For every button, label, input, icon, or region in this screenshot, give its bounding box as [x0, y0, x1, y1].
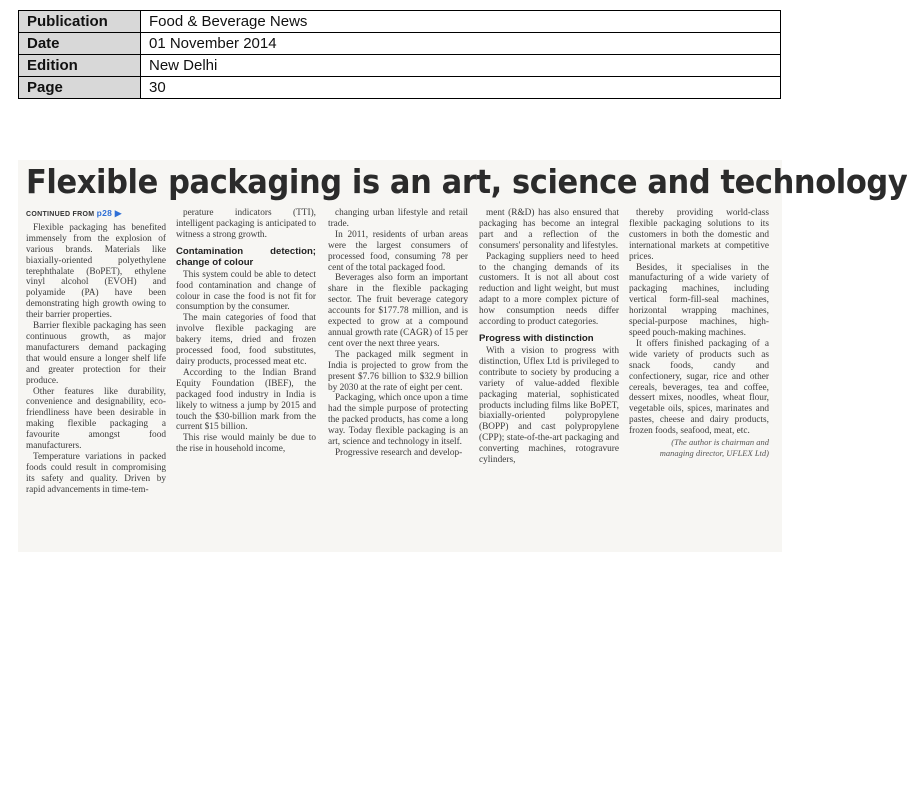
metadata-value: 01 November 2014	[141, 33, 781, 55]
article-paragraph: Other features like durability, convenience and designability, eco-friendliness have been desirable in making flexible packaging a favourite amongst food manufacturers.	[26, 386, 166, 452]
metadata-key: Edition	[19, 55, 141, 77]
article-paragraph: ment (R&D) has also ensured that packaging has become an integral part and a reflection of the consumers' personality and lifestyles.	[479, 208, 619, 251]
article-paragraph: thereby providing world-class flexible packaging solutions to its customers in both the domestic and international markets at competitive prices.	[629, 208, 769, 262]
article-paragraph: This system could be able to detect food contamination and change of colour in case the food is not fit for consumption by the consumer.	[176, 269, 316, 313]
article-paragraph: In 2011, residents of urban areas were the largest consumers of processed food, consuming 78 per cent of the total packaged food.	[328, 229, 468, 273]
article-paragraph: This rise would mainly be due to the rise in household income,	[176, 433, 316, 455]
article-paragraph: According to the Indian Brand Equity Foundation (IBEF), the packaged food industry in India is likely to witness a jump by 2015 and touch the $30-billion mark from the current $15 billion.	[176, 367, 316, 433]
newspaper-clipping	[18, 160, 907, 552]
metadata-row	[19, 55, 781, 77]
continued-label-text: CONTINUED FROM	[26, 211, 95, 218]
article-body	[26, 208, 776, 548]
article-paragraph: Beverages also form an important share in the flexible packaging sector. The fruit beverage category accounts for $177.78 million, and is expected to grow at a compound annual growth rate (CAGR) of 15 per cent over the next three years.	[328, 273, 468, 349]
article-paragraph: Flexible packaging has benefited immensely from the explosion of various brands. Materials like biaxially-oriented polyethylene terephthalate (BoPET), ethylene vinyl alcohol (EVOH) and polyamide (PA) have been demonstrating high growth owing to their barrier properties.	[26, 222, 166, 321]
arrow-right-icon: ▶	[112, 208, 122, 218]
article-headline: Flexible packaging is an art, science and technology	[26, 164, 907, 202]
metadata-value: 30	[141, 77, 781, 99]
article-paragraph: Packaging, which once upon a time had the simple purpose of protecting the packed products, has come a long way. Today flexible packaging is an art, science and technology in itself.	[328, 393, 468, 448]
continued-page-ref: p28	[96, 208, 113, 218]
metadata-row	[19, 33, 781, 55]
article-paragraph: changing urban lifestyle and retail trade.	[328, 208, 468, 229]
section-subheading: Contamination detection; change of colour	[176, 245, 316, 268]
article-paragraph: Besides, it specialises in the manufacturing of a wide variety of packaging machines, including vertical form-fill-seal machines, horizontal wrapping machines, special-purpose machines, high-speed pouch-making machines.	[629, 262, 769, 338]
article-paragraph: With a vision to progress with distinction, Uflex Ltd is privileged to contribute to society by producing a variety of value-added flexible packaging material, sophisticated products including films like BoPET, biaxially-oriented polypropylene (BOPP) and cast polypropylene (CPP); state-of-the-art packaging and converting machines, rotogravure cylinders,	[479, 345, 619, 466]
article-paragraph: The packaged milk segment in India is projected to grow from the present $7.76 billion to $32.9 billion by 2030 at the rate of eight per cent.	[328, 349, 468, 393]
article-paragraph: The main categories of food that involve flexible packaging are bakery items, dried and frozen processed food, food substitutes, dairy products, processed meat etc.	[176, 313, 316, 367]
metadata-row	[19, 11, 781, 33]
article-column	[328, 208, 468, 459]
article-paragraph: Progressive research and develop-	[335, 447, 463, 458]
article-paragraph: Temperature variations in packed foods could result in compromising its safety and quality. Driven by rapid advancements in time-tem-	[26, 451, 166, 495]
metadata-key: Date	[19, 33, 141, 55]
metadata-row	[19, 77, 781, 99]
article-paragraph: Barrier flexible packaging has seen continuous growth, as major manufacturers demand packaging that would ensure a longer shelf life and greater protection for their produce.	[26, 321, 166, 386]
article-paragraph: It offers finished packaging of a wide variety of products such as snack foods, candy and confectionery, sugar, rice and other cereals, beverages, tea and coffee, dessert mixes, noodles, wheat flour, vegetable oils, spices, marinates and pastes, cheese and dairy products, frozen foods, seafood, meat, etc.	[629, 338, 769, 437]
article-column	[629, 208, 769, 459]
article-column	[176, 208, 316, 455]
article-column	[479, 208, 619, 466]
article-column	[26, 208, 166, 496]
metadata-table	[18, 10, 781, 99]
article-paragraph: perature indicators (TTI), intelligent packaging is anticipated to witness a strong growth.	[176, 208, 316, 240]
metadata-key: Publication	[19, 11, 141, 33]
metadata-value: Food & Beverage News	[141, 11, 781, 33]
metadata-key: Page	[19, 77, 141, 99]
continued-from-label	[26, 208, 166, 221]
author-byline: (The author is chairman and managing director, UFLEX Ltd)	[659, 437, 769, 458]
metadata-value: New Delhi	[141, 55, 781, 77]
section-subheading: Progress with distinction	[479, 332, 594, 344]
article-paragraph: Packaging suppliers need to heed to the changing demands of its customers. It is not all about cost reduction and light weight, but must adapt to a more complex picture of how consumption needs differ according to product categories.	[479, 251, 619, 328]
